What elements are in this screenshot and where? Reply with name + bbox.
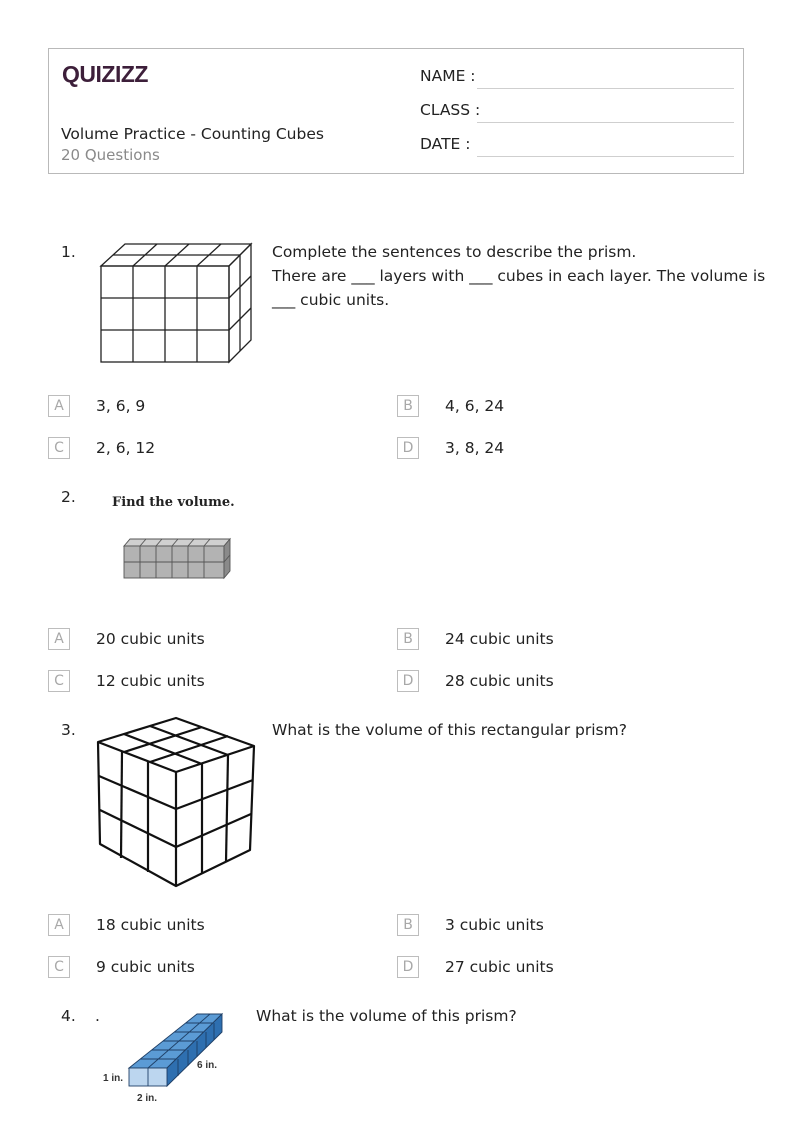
date-label: DATE : (420, 135, 471, 153)
option-text: 3 cubic units (445, 916, 544, 934)
name-label: NAME : (420, 67, 476, 85)
option-text: 28 cubic units (445, 672, 554, 690)
question-1-line-2: There are ___ layers with ___ cubes in each layer. The volume is (272, 267, 766, 285)
question-3-number: 3. (61, 721, 76, 739)
date-line[interactable] (477, 156, 734, 157)
date-field[interactable] (420, 135, 734, 159)
height-label: 1 in. (103, 1073, 124, 1084)
question-count: 20 Questions (61, 146, 160, 164)
class-line[interactable] (477, 122, 734, 123)
option-text: 9 cubic units (96, 958, 195, 976)
length-label: 6 in. (197, 1060, 218, 1071)
option-text: 24 cubic units (445, 630, 554, 648)
option-letter-box[interactable]: B (397, 395, 419, 417)
worksheet-title: Volume Practice - Counting Cubes (61, 125, 324, 143)
option-letter-box[interactable]: B (397, 628, 419, 650)
option-letter-box[interactable]: D (397, 437, 419, 459)
option-letter-box[interactable]: D (397, 956, 419, 978)
question-3-line-1: What is the volume of this rectangular prism? (272, 721, 627, 739)
option-text: 27 cubic units (445, 958, 554, 976)
question-1-line-1: Complete the sentences to describe the prism. (272, 243, 637, 261)
question-4-line-1: What is the volume of this prism? (256, 1007, 517, 1025)
quizizz-logo (61, 58, 153, 90)
class-field[interactable] (420, 101, 734, 125)
question-1-number: 1. (61, 243, 76, 261)
question-4-number: 4. (61, 1007, 76, 1025)
option-letter-box[interactable]: D (397, 670, 419, 692)
option-text: 2, 6, 12 (96, 439, 156, 457)
width-label: 2 in. (137, 1093, 158, 1104)
option-letter-box[interactable]: C (48, 437, 70, 459)
option-text: 20 cubic units (96, 630, 205, 648)
worksheet-header (48, 48, 744, 174)
question-4-prism-figure (100, 1010, 230, 1110)
question-2-figure (108, 490, 248, 586)
question-3-text (272, 718, 627, 742)
option-letter-box[interactable]: A (48, 395, 70, 417)
option-letter-box[interactable]: B (397, 914, 419, 936)
question-3-cube-figure (94, 714, 258, 892)
option-text: 12 cubic units (96, 672, 205, 690)
option-text: 4, 6, 24 (445, 397, 505, 415)
option-text: 3, 8, 24 (445, 439, 505, 457)
option-text: 3, 6, 9 (96, 397, 146, 415)
question-4-prefix: . (95, 1007, 100, 1025)
question-2-caption: Find the volume. (112, 495, 235, 510)
name-field[interactable] (420, 67, 734, 91)
option-text: 18 cubic units (96, 916, 205, 934)
name-line[interactable] (477, 88, 734, 89)
question-1-line-3: ___ cubic units. (272, 291, 390, 309)
option-letter-box[interactable]: A (48, 628, 70, 650)
option-letter-box[interactable]: A (48, 914, 70, 936)
svg-text:QUIZIZZ: QUIZIZZ (62, 61, 148, 87)
question-1-prism-figure (96, 238, 256, 370)
class-label: CLASS : (420, 101, 481, 119)
question-1-text (272, 240, 765, 312)
option-letter-box[interactable]: C (48, 670, 70, 692)
question-2-number: 2. (61, 488, 76, 506)
option-letter-box[interactable]: C (48, 956, 70, 978)
question-4-text (256, 1004, 517, 1028)
